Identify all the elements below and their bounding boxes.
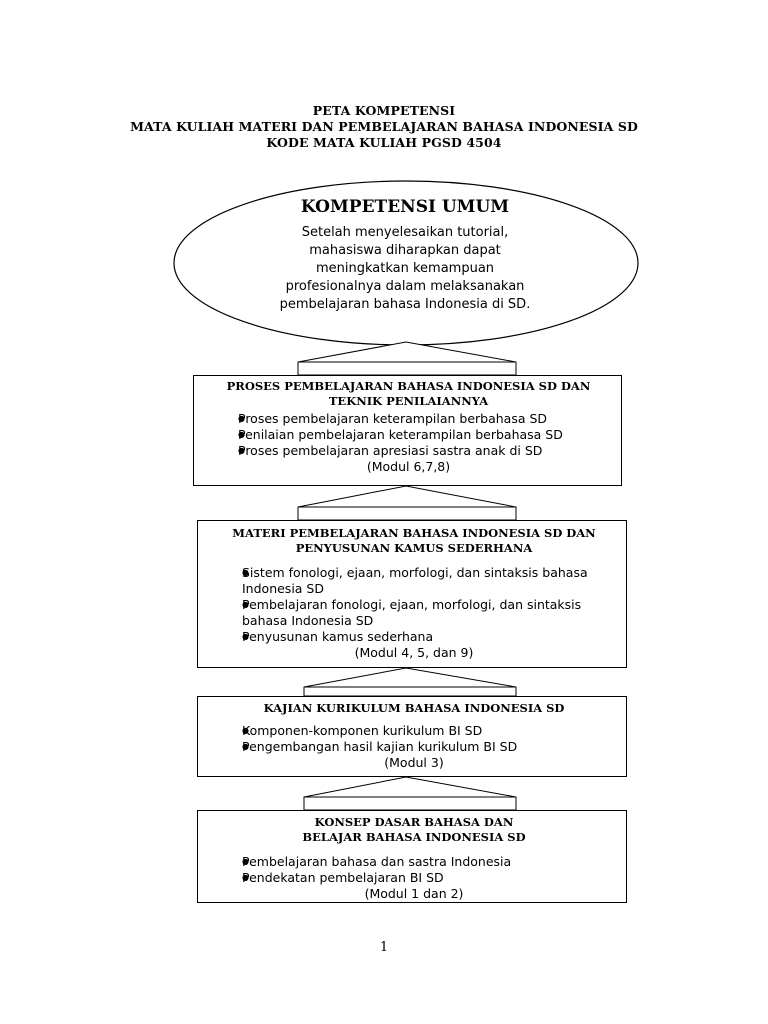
box-konsep-dasar <box>197 810 627 903</box>
list-item: ● Penyusunan kamus sederhana <box>208 629 590 645</box>
kompetensi-umum-line: mahasiswa diharapkan dapat <box>309 243 501 258</box>
arrow-box2-to-box1 <box>298 486 516 520</box>
list-item: ● Pembelajaran bahasa dan sastra Indonesia <box>208 854 620 870</box>
box-title-line: BELAJAR BAHASA INDONESIA SD <box>302 830 526 844</box>
kompetensi-umum-line: profesionalnya dalam melaksanakan <box>285 279 525 294</box>
list-item: ● Proses pembelajaran apresiasi sastra anak di SD <box>202 443 615 459</box>
list-item: ● Pendekatan pembelajaran BI SD <box>208 870 620 886</box>
arrow-box1-to-ellipse <box>298 342 516 375</box>
list-item: ● Proses pembelajaran keterampilan berbahasa SD <box>202 411 615 427</box>
arrow-box3-to-box2 <box>304 668 516 696</box>
page-number: 1 <box>379 940 389 955</box>
box-title-line: KAJIAN KURIKULUM BAHASA INDONESIA SD <box>263 701 565 715</box>
list-item: ● Sistem fonologi, ejaan, morfologi, dan sintaksis bahasa Indonesia SD <box>208 565 590 597</box>
list-item: ● Komponen-komponen kurikulum BI SD <box>208 723 620 739</box>
arrow-box4-to-box3 <box>304 777 516 810</box>
list-item: ● Penilaian pembelajaran keterampilan berbahasa SD <box>202 427 615 443</box>
kompetensi-umum-line: meningkatkan kemampuan <box>315 261 495 276</box>
modul-reference: (Modul 3) <box>384 755 444 770</box>
kompetensi-umum-text <box>245 224 565 314</box>
modul-reference: (Modul 1 dan 2) <box>364 886 464 901</box>
header-course-code: KODE MATA KULIAH PGSD 4504 <box>266 135 502 150</box>
modul-reference: (Modul 4, 5, dan 9) <box>354 645 474 660</box>
box-kajian-kurikulum <box>197 696 627 777</box>
box-materi-pembelajaran <box>197 520 627 668</box>
kompetensi-umum-line: pembelajaran bahasa Indonesia di SD. <box>279 297 531 312</box>
header-course-name: MATA KULIAH MATERI DAN PEMBELAJARAN BAHASA INDONESIA SD <box>130 119 638 134</box>
box-title-line: MATERI PEMBELAJARAN BAHASA INDONESIA SD DAN <box>232 526 596 540</box>
modul-reference: (Modul 6,7,8) <box>366 459 451 474</box>
kompetensi-umum-title: KOMPETENSI UMUM <box>300 197 510 217</box>
header-title: PETA KOMPETENSI <box>312 103 456 118</box>
box-proses-pembelajaran <box>193 375 622 486</box>
box-title-line: KONSEP DASAR BAHASA DAN <box>314 815 514 829</box>
box-title-line: PROSES PEMBELAJARAN BAHASA INDONESIA SD DAN <box>226 379 591 393</box>
box-title-line: PENYUSUNAN KAMUS SEDERHANA <box>295 541 533 555</box>
list-item: ● Pengembangan hasil kajian kurikulum BI SD <box>208 739 620 755</box>
kompetensi-umum-line: Setelah menyelesaikan tutorial, <box>301 225 509 240</box>
list-item: ● Pembelajaran fonologi, ejaan, morfologi, dan sintaksis bahasa Indonesia SD <box>208 597 590 629</box>
box-title-line: TEKNIK PENILAIANNYA <box>328 394 489 408</box>
